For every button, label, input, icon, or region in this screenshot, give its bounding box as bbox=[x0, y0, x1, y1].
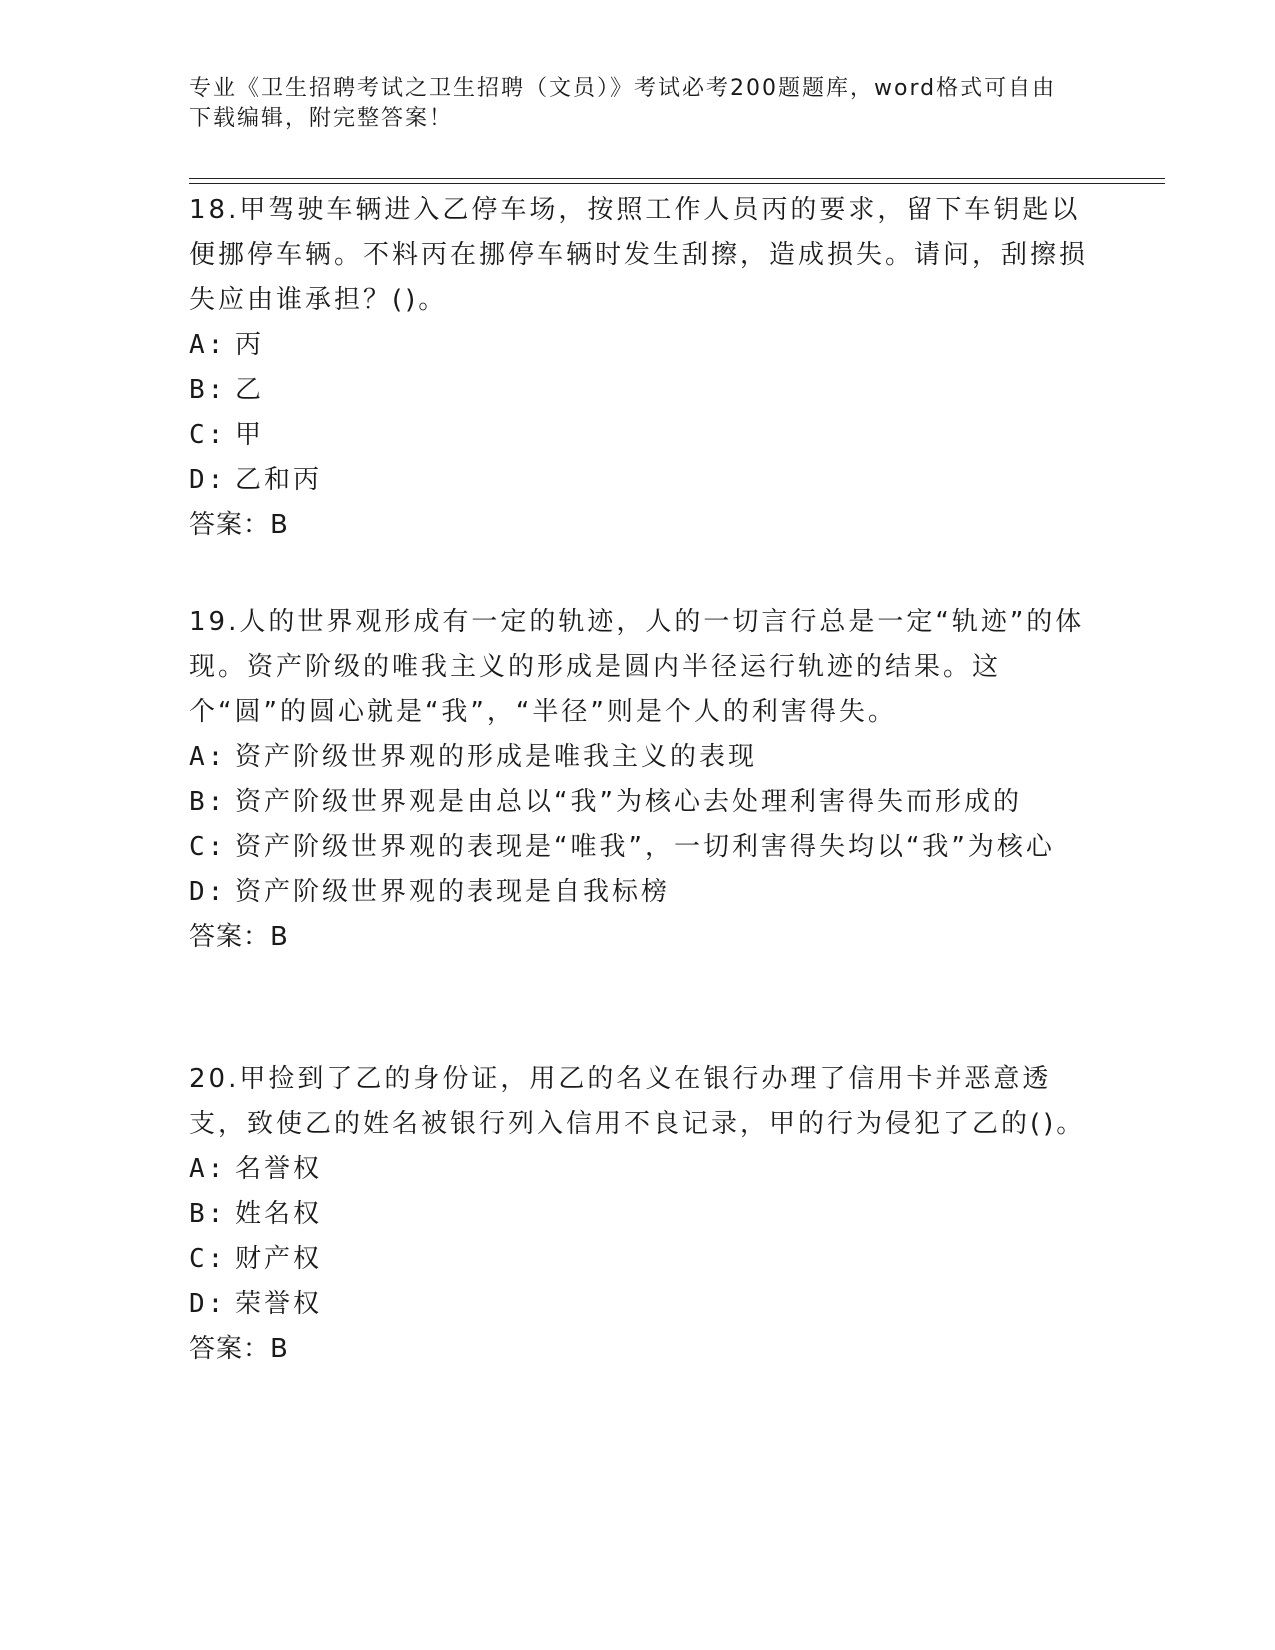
option-c bbox=[189, 413, 1089, 458]
document-header: 专业《卫生招聘考试之卫生招聘（文员）》考试必考200题题库，word格式可自由下载编辑，附完整答案！ bbox=[189, 76, 1057, 131]
answer-line: 答案：B bbox=[189, 510, 289, 540]
option-text: 名誉权 bbox=[235, 1154, 323, 1184]
option-letter: D: bbox=[189, 1289, 227, 1319]
option-text: 财产权 bbox=[235, 1244, 323, 1274]
question-20 bbox=[189, 1057, 1089, 1372]
answer-line: 答案：B bbox=[189, 1334, 289, 1364]
option-text: 资产阶级世界观的表现是“唯我”，一切利害得失均以“我”为核心 bbox=[235, 832, 1055, 862]
option-text: 丙 bbox=[235, 330, 265, 360]
option-text: 资产阶级世界观的表现是自我标榜 bbox=[235, 877, 671, 907]
question-stem: 19.人的世界观形成有一定的轨迹，人的一切言行总是一定“轨迹”的体现。资产阶级的唯我主义的形成是圆内半径运行轨迹的结果。这个“圆”的圆心就是“我”，“半径”则是个人的利害得失。 bbox=[189, 607, 1085, 727]
option-letter: C: bbox=[189, 1244, 227, 1274]
question-19 bbox=[189, 600, 1089, 960]
option-letter: A: bbox=[189, 742, 227, 772]
answer-line: 答案：B bbox=[189, 922, 289, 952]
option-b bbox=[189, 1192, 1089, 1237]
question-stem: 18.甲驾驶车辆进入乙停车场，按照工作人员丙的要求，留下车钥匙以便挪停车辆。不料丙在挪停车辆时发生刮擦，造成损失。请问，刮擦损失应由谁承担？()。 bbox=[189, 195, 1089, 315]
option-text: 乙和丙 bbox=[235, 465, 323, 495]
question-stem: 20.甲捡到了乙的身份证，用乙的名义在银行办理了信用卡并恶意透支，致使乙的姓名被银行列入信用不良记录，甲的行为侵犯了乙的()。 bbox=[189, 1064, 1086, 1139]
option-letter: C: bbox=[189, 832, 227, 862]
option-d bbox=[189, 870, 1089, 915]
option-text: 资产阶级世界观是由总以“我”为核心去处理利害得失而形成的 bbox=[235, 787, 1022, 817]
option-text: 姓名权 bbox=[235, 1199, 323, 1229]
header-divider-top bbox=[189, 178, 1165, 179]
option-a bbox=[189, 1147, 1089, 1192]
option-a bbox=[189, 735, 1089, 780]
option-b bbox=[189, 368, 1089, 413]
option-text: 荣誉权 bbox=[235, 1289, 323, 1319]
option-text: 乙 bbox=[235, 375, 265, 405]
option-text: 资产阶级世界观的形成是唯我主义的表现 bbox=[235, 742, 758, 772]
option-letter: A: bbox=[189, 1154, 227, 1184]
option-text: 甲 bbox=[235, 420, 265, 450]
header-divider-bottom bbox=[189, 183, 1165, 184]
option-letter: B: bbox=[189, 787, 227, 817]
option-c bbox=[189, 1237, 1089, 1282]
option-letter: D: bbox=[189, 877, 227, 907]
option-letter: D: bbox=[189, 465, 227, 495]
option-a bbox=[189, 323, 1089, 368]
option-letter: B: bbox=[189, 375, 227, 405]
option-d bbox=[189, 458, 1089, 503]
option-letter: C: bbox=[189, 420, 227, 450]
option-d bbox=[189, 1282, 1089, 1327]
option-c bbox=[189, 825, 1089, 870]
question-18 bbox=[189, 188, 1089, 548]
option-letter: B: bbox=[189, 1199, 227, 1229]
option-b bbox=[189, 780, 1089, 825]
option-letter: A: bbox=[189, 330, 227, 360]
